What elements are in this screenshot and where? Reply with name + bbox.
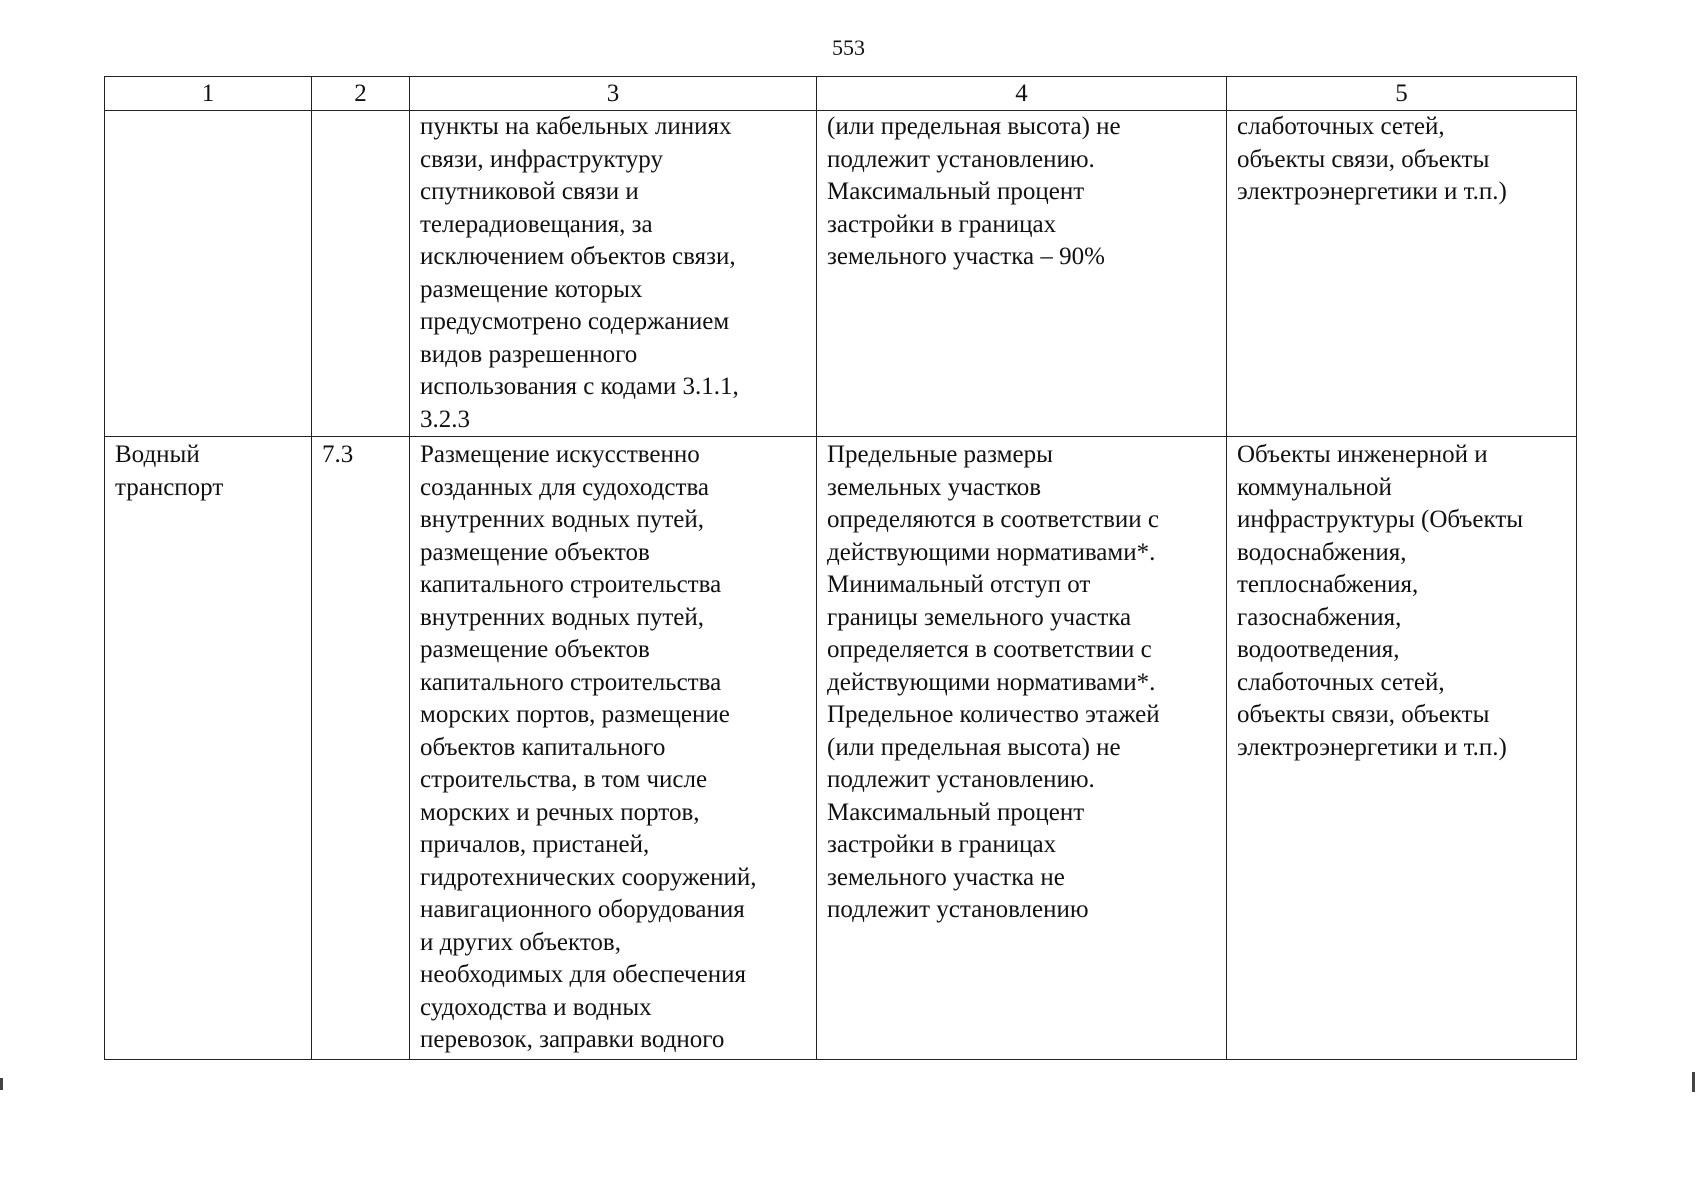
limit-parameters-text: (или предельная высота) не подлежит установлению. Максимальный процент застройки в границах земельного участка – 90%: [827, 113, 1121, 270]
auxiliary-uses-text: Объекты инженерной и коммунальной инфраструктуры (Объекты водоснабжения, теплоснабжения, газоснабжения, водоотведения, слаботочных сетей, объекты связи, объекты электроэнергетики и т.п.): [1237, 441, 1524, 761]
left-scan-edge-mark: [0, 1078, 3, 1090]
cell-use-description: [410, 437, 817, 1060]
header-col-2: 2: [312, 77, 410, 111]
cell-auxiliary-uses: [1227, 437, 1577, 1060]
table-row: [105, 437, 1577, 1060]
right-scan-edge-mark: [1692, 1072, 1695, 1092]
header-col-4: 4: [817, 77, 1227, 111]
page-number: 553: [832, 35, 865, 60]
cell-use-code: [312, 111, 410, 437]
cell-use-name: [105, 437, 312, 1060]
header-col-5: 5: [1227, 77, 1577, 111]
use-code-text: 7.3: [322, 441, 354, 468]
cell-use-name: [105, 111, 312, 437]
table-header-row: [105, 77, 1577, 111]
header-col-3: 3: [410, 77, 817, 111]
use-name-text: Водный транспорт: [115, 441, 224, 501]
header-col-1: 1: [105, 77, 312, 111]
cell-limit-parameters: [817, 437, 1227, 1060]
cell-use-description: [410, 111, 817, 437]
land-use-table: [104, 76, 1577, 1060]
cell-auxiliary-uses: [1227, 111, 1577, 437]
table-row: [105, 111, 1577, 437]
use-description-text: пункты на кабельных линиях связи, инфраструктуру спутниковой связи и телерадиовещания, за исключением объектов связи, размещение которых предусмотрено содержанием видов разрешенного использования с кодами 3.1.1, 3.2.3: [420, 113, 739, 433]
limit-parameters-text: Предельные размеры земельных участков определяются в соответствии с действующими нормативами*. Минимальный отступ от границы земельного участка определяется в соответствии с действующими нормативами*. Предельное количество этажей (или предельная высота) не подлежит установлению. Максимальный процент застройки в границах земельного участка не подлежит установлению: [827, 441, 1160, 923]
cell-limit-parameters: [817, 111, 1227, 437]
cell-use-code: [312, 437, 410, 1060]
use-description-text: Размещение искусственно созданных для судоходства внутренних водных путей, размещение объектов капитального строительства внутренних водных путей, размещение объектов капитального строительства морских портов, размещение объектов капитального строительства, в том числе морских и речных портов, причалов, пристаней, гидротехнических сооружений, навигационного оборудования и других объектов, необходимых для обеспечения судоходства и водных перевозок, заправки водного: [420, 441, 757, 1053]
auxiliary-uses-text: слаботочных сетей, объекты связи, объекты электроэнергетики и т.п.): [1237, 113, 1507, 205]
